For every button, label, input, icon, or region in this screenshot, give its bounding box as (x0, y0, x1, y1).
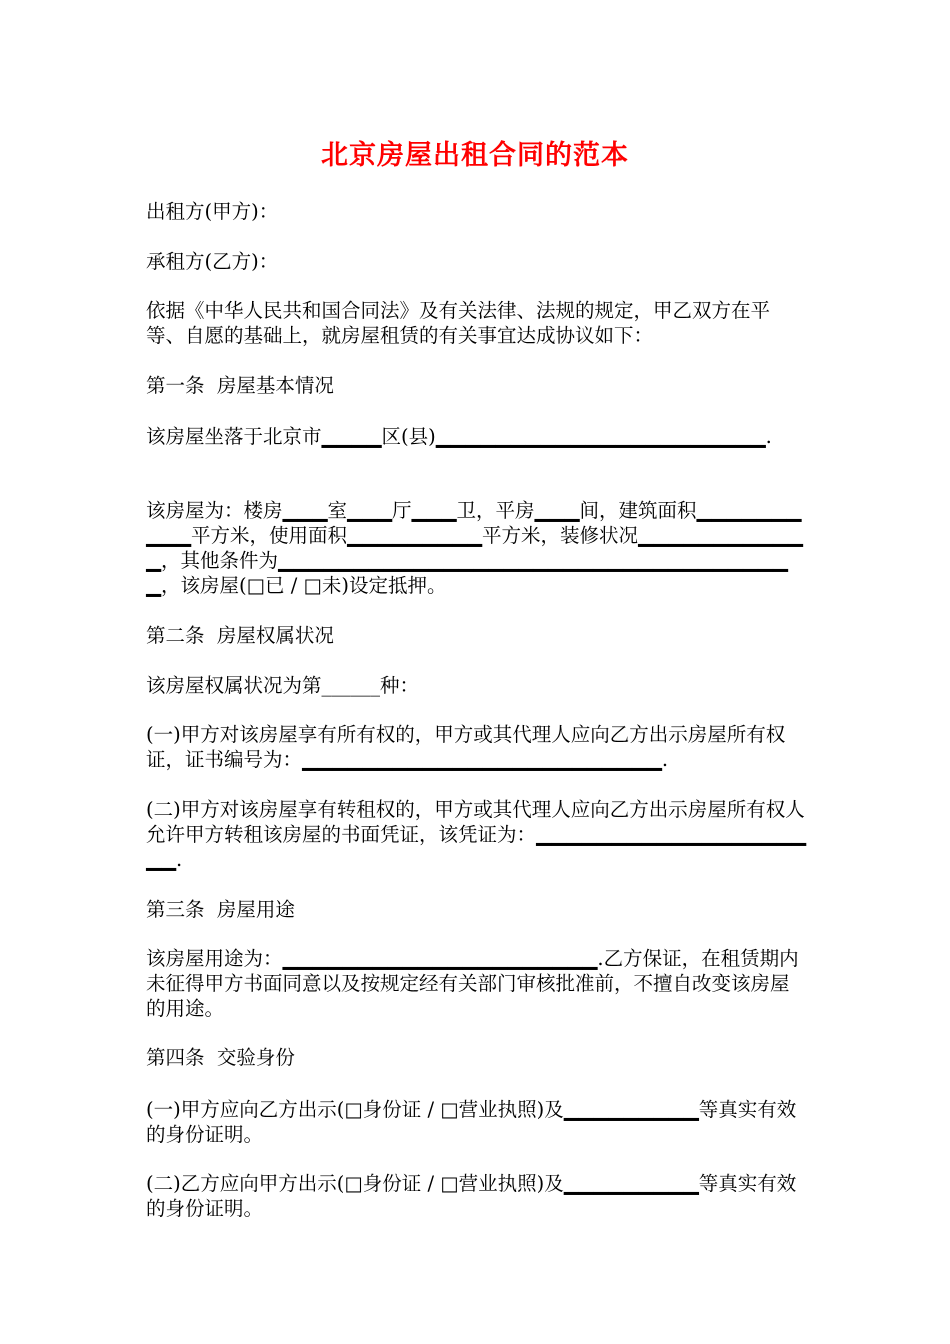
article-2-type: 该房屋权属状况为第______种： (146, 674, 420, 697)
article-2-clause-1: (一)甲方对该房屋享有所有权的，甲方或其代理人应向乙方出示房屋所有权证，证书编号为：▁▁▁▁▁▁▁▁▁▁▁▁▁▁▁▁▁▁▁▁▁▁▁▁. (146, 723, 786, 771)
article-3-heading: 第三条 房屋用途 (146, 898, 295, 921)
article-1-location: 该房屋坐落于北京市▁▁▁▁区(县)▁▁▁▁▁▁▁▁▁▁▁▁▁▁▁▁▁▁▁▁▁▁. (146, 425, 772, 448)
article-2-heading: 第二条 房屋权属状况 (146, 624, 334, 647)
lessee-line: 承租方(乙方)： (146, 250, 279, 273)
article-3-usage: 该房屋用途为：▁▁▁▁▁▁▁▁▁▁▁▁▁▁▁▁▁▁▁▁▁.乙方保证，在租赁期内未征得甲方书面同意以及按规定经有关部门审核批准前，不擅自改变该房屋的用途。 (146, 947, 799, 1020)
article-4-clause-2: (二)乙方应向甲方出示(□身份证 / □营业执照)及▁▁▁▁▁▁▁▁▁等真实有效的身份证明。 (146, 1172, 797, 1220)
article-4-clause-1: (一)甲方应向乙方出示(□身份证 / □营业执照)及▁▁▁▁▁▁▁▁▁等真实有效的身份证明。 (146, 1098, 797, 1146)
article-4-heading: 第四条 交验身份 (146, 1046, 295, 1069)
lessor-line: 出租方(甲方)： (146, 200, 279, 223)
document-title: 北京房屋出租合同的范本 (321, 140, 629, 171)
intro-paragraph: 依据《中华人民共和国合同法》及有关法律、法规的规定，甲乙双方在平等、自愿的基础上，就房屋租赁的有关事宜达成协议如下： (146, 299, 771, 347)
article-2-clause-2: (二)甲方对该房屋享有转租权的，甲方或其代理人应向乙方出示房屋所有权人允许甲方转租该房屋的书面凭证，该凭证为：▁▁▁▁▁▁▁▁▁▁▁▁▁▁▁▁▁▁▁▁. (146, 798, 806, 871)
article-1-details: 该房屋为：楼房▁▁▁室▁▁▁厅▁▁▁卫，平房▁▁▁间，建筑面积▁▁▁▁▁▁▁▁▁▁平方米，使用面积▁▁▁▁▁▁▁▁▁平方米，装修状况▁▁▁▁▁▁▁▁▁▁▁▁，其他条件为▁▁▁▁▁▁▁▁▁▁▁▁▁▁▁▁▁▁▁▁▁▁▁▁▁▁▁▁▁▁▁▁▁▁▁，该房屋(□已 / □未)设定抵押。 (146, 499, 803, 597)
article-1-heading: 第一条 房屋基本情况 (146, 374, 334, 397)
